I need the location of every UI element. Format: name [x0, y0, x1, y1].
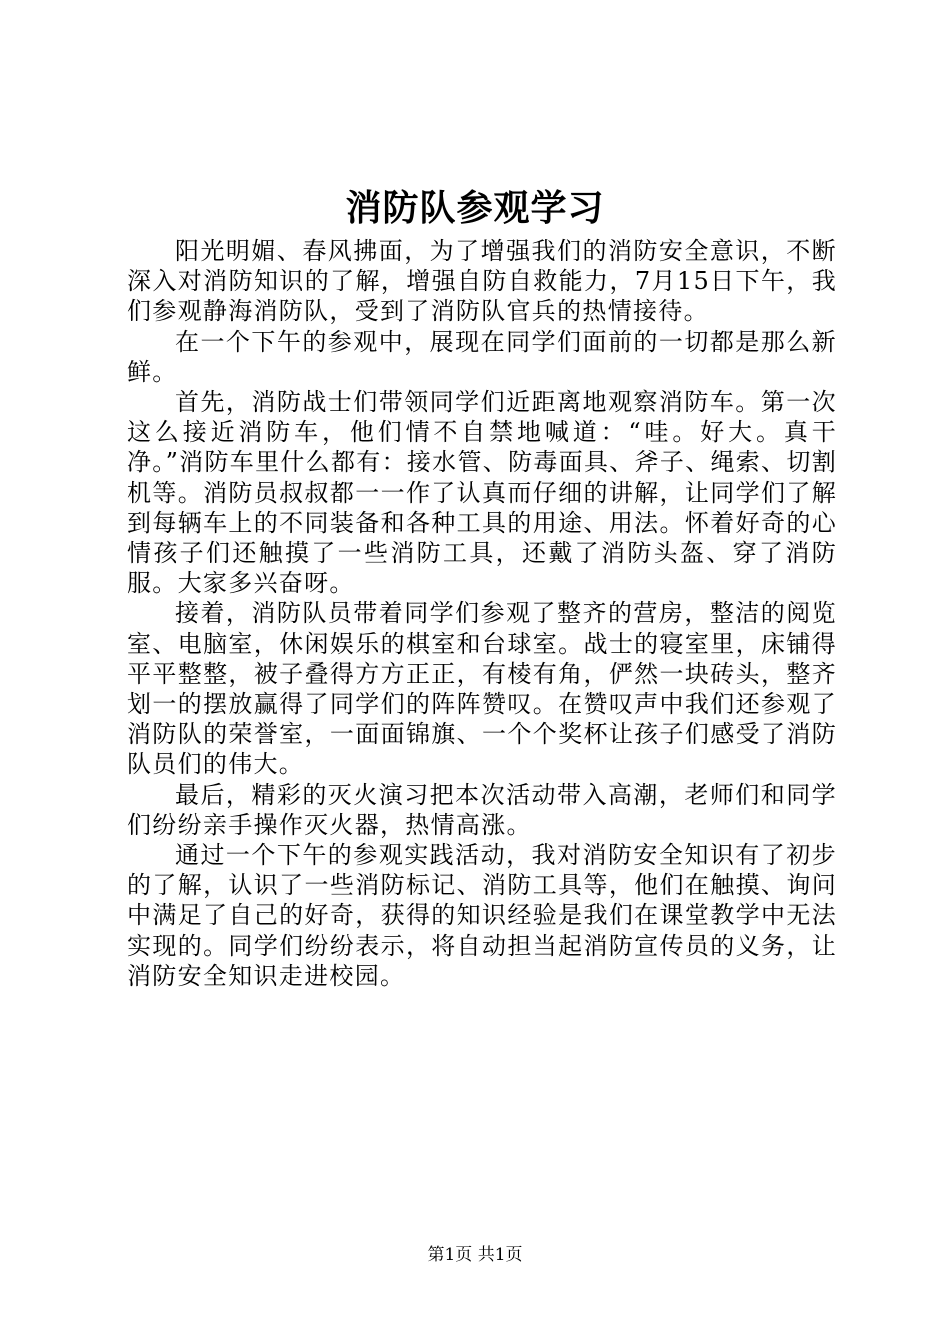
paragraph-intro: 阳光明媚、春风拂面，为了增强我们的消防安全意识，不断深入对消防知识的了解，增强自防自救能力，7月15日下午，我们参观静海消防队，受到了消防队官兵的热情接待。 [127, 237, 837, 326]
paragraph-overview: 在一个下午的参观中，展现在同学们面前的一切都是那么新鲜。 [127, 327, 837, 386]
document-title: 消防队参观学习 [345, 187, 605, 229]
paragraph-conclusion: 通过一个下午的参观实践活动，我对消防安全知识有了初步的了解，认识了一些消防标记、消防工具等，他们在触摸、询问中满足了自己的好奇，获得的知识经验是我们在课堂教学中无法实现的。同学们纷纷表示，将自动担当起消防宣传员的义务，让消防安全知识走进校园。 [127, 841, 837, 990]
paragraph-fire-truck: 首先，消防战士们带领同学们近距离地观察消防车。第一次这么接近消防车，他们情不自禁地喊道：“哇。好大。真干净。”消防车里什么都有：接水管、防毒面具、斧子、绳索、切割机等。消防员叔叔都一一作了认真而仔细的讲解，让同学们了解到每辆车上的不同装备和各种工具的用途、用法。怀着好奇的心情孩子们还触摸了一些消防工具，还戴了消防头盔、穿了消防服。大家多兴奋呀。 [127, 388, 837, 598]
page-number-footer: 第1页 共1页 [427, 1245, 523, 1265]
document-body [127, 236, 837, 991]
paragraph-drill: 最后，精彩的灭火演习把本次活动带入高潮，老师们和同学们纷纷亲手操作灭火器，热情高涨。 [127, 780, 837, 839]
paragraph-barracks: 接着，消防队员带着同学们参观了整齐的营房，整洁的阅览室、电脑室，休闲娱乐的棋室和台球室。战士的寝室里，床铺得平平整整，被子叠得方方正正，有棱有角，俨然一块砖头，整齐划一的摆放赢得了同学们的阵阵赞叹。在赞叹声中我们还参观了消防队的荣誉室，一面面锦旗、一个个奖杯让孩子们感受了消防队员们的伟大。 [127, 599, 837, 779]
